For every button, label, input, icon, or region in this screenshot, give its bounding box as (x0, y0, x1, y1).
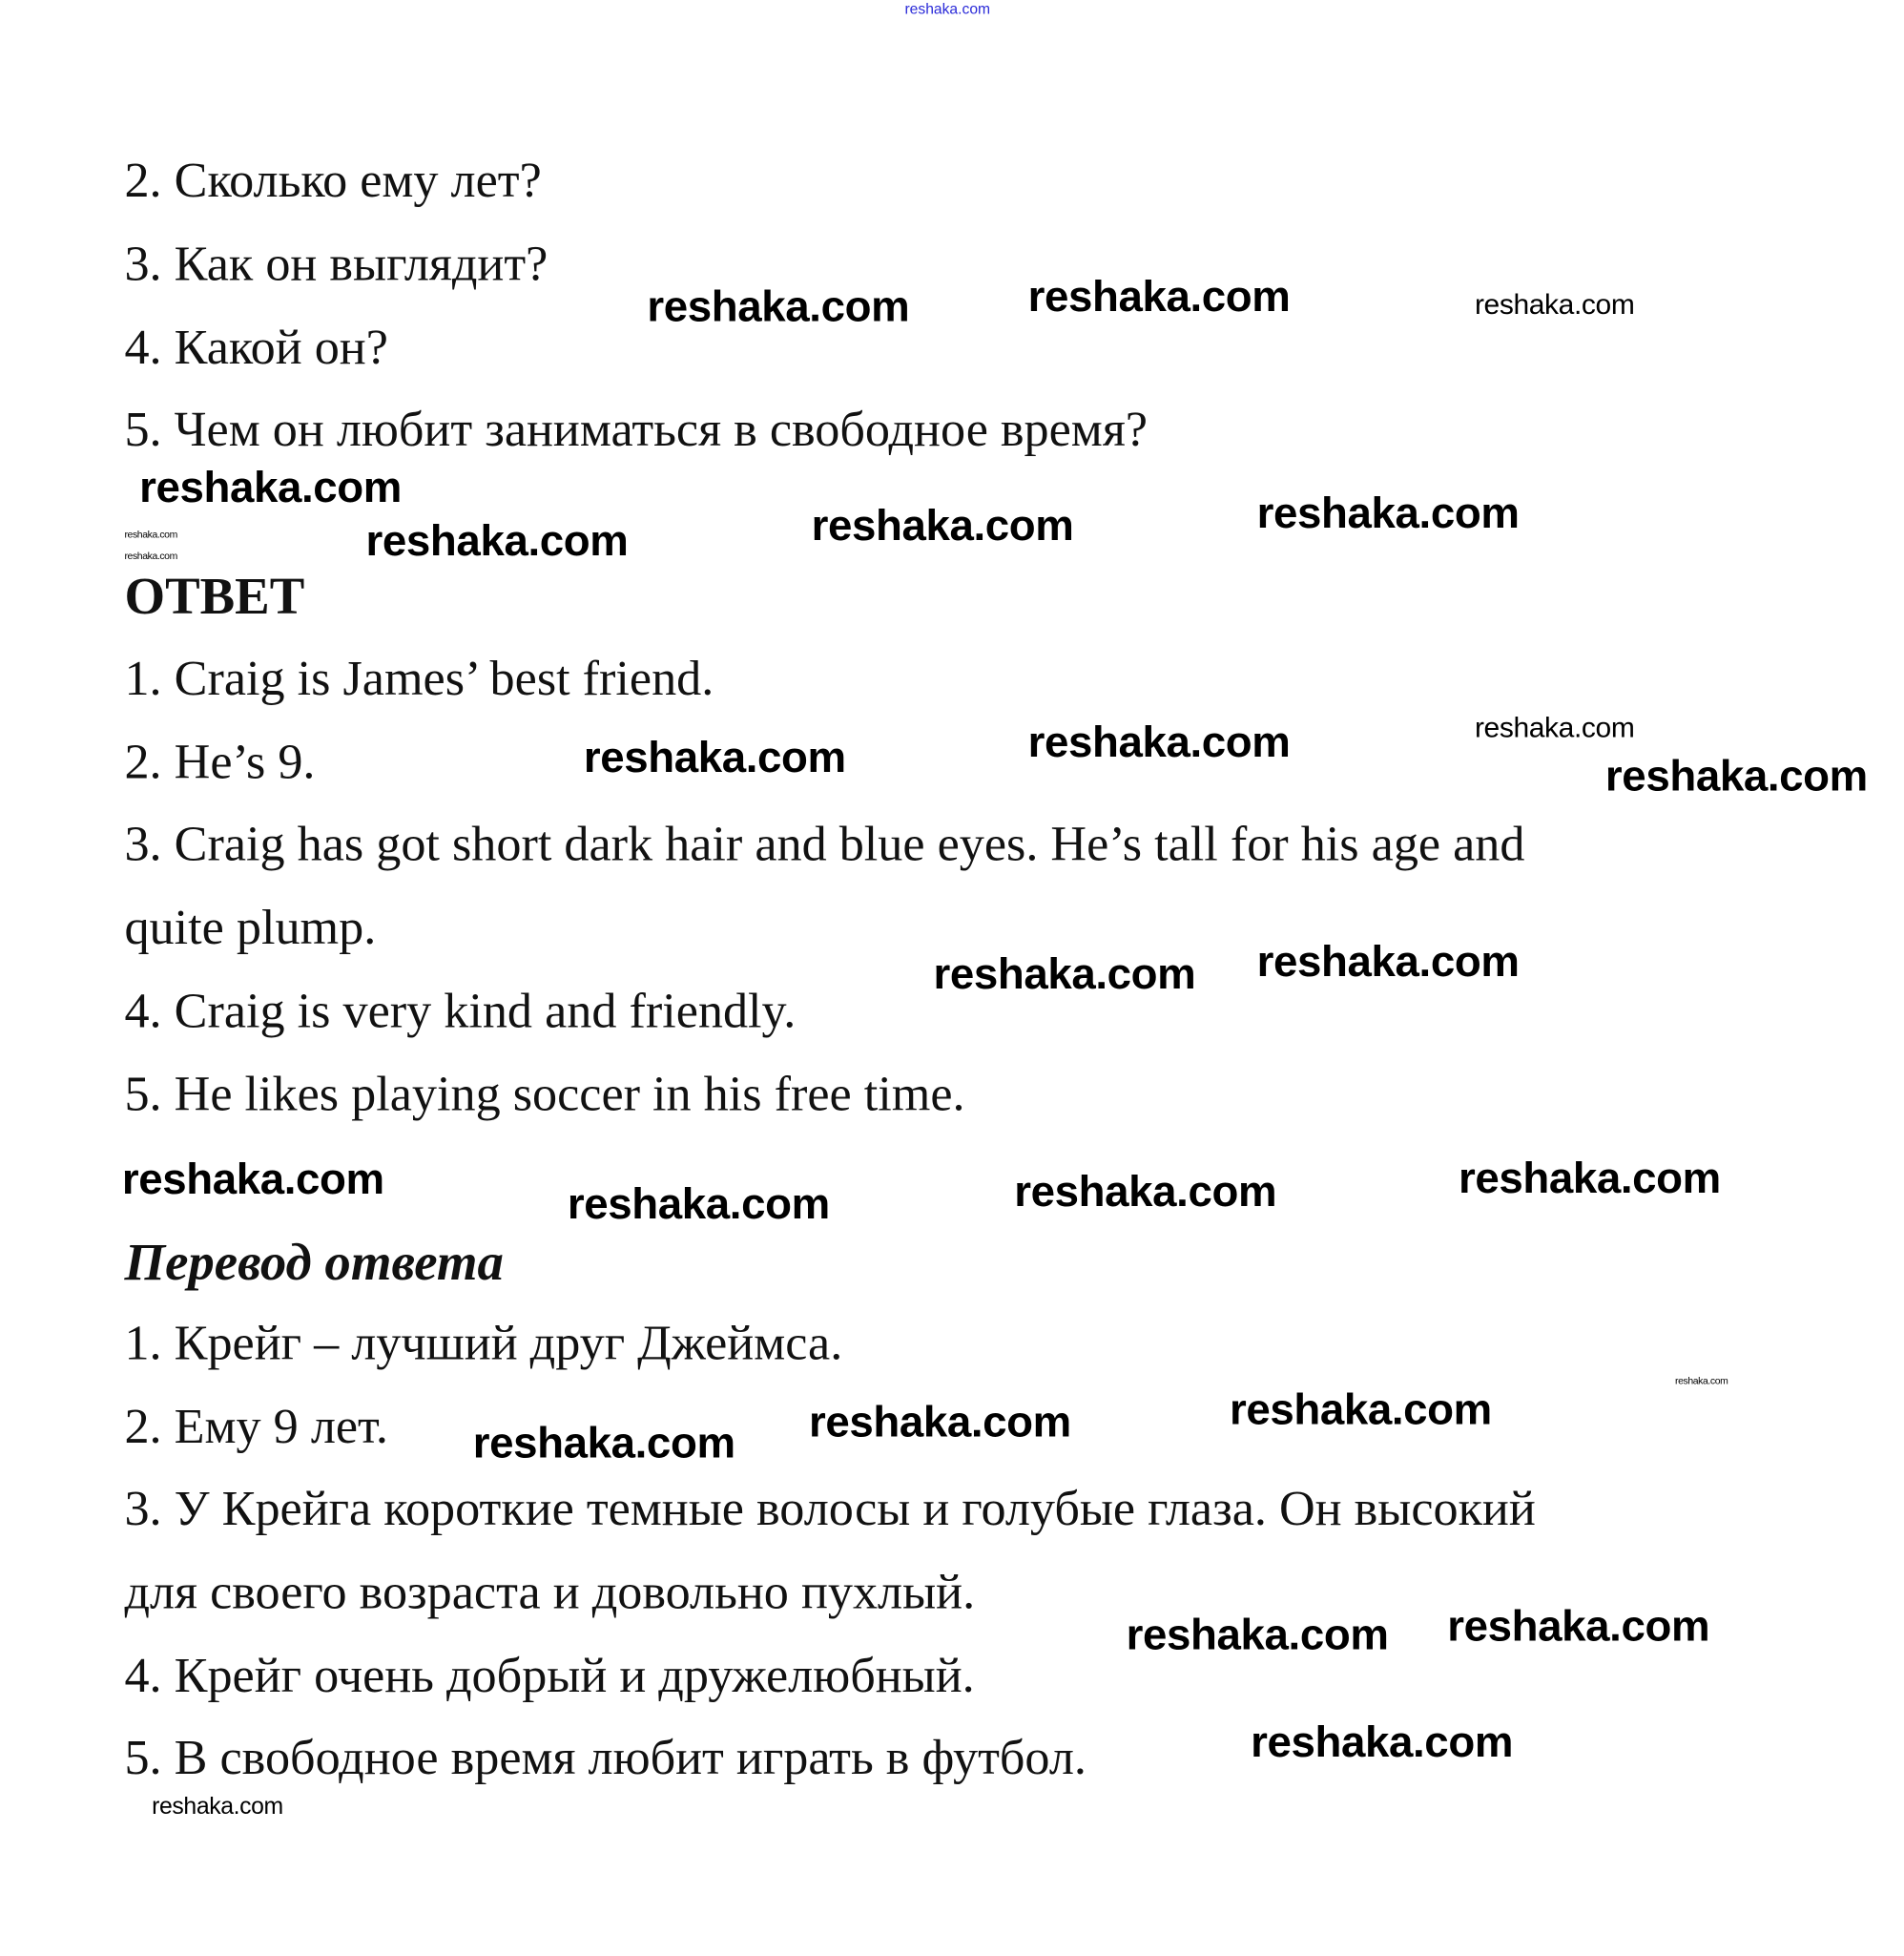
watermark: reshaka.com (1474, 287, 1635, 321)
answer-1: 1. Craig is James’ best friend. (124, 650, 714, 706)
watermark: reshaka.com (1604, 751, 1868, 801)
translation-heading: Перевод ответа (124, 1235, 504, 1293)
watermark: reshaka.com (121, 1155, 384, 1204)
answer-3-continued: quite plump. (124, 898, 377, 955)
watermark: reshaka.com (1256, 489, 1520, 538)
watermark: reshaka.com (1256, 937, 1520, 987)
answer-5: 5. He likes playing soccer in his free time. (124, 1065, 965, 1122)
question-3: 3. Как он выглядит? (124, 235, 548, 292)
watermark: reshaka.com (1447, 1602, 1710, 1651)
watermark: reshaka.com (1126, 1611, 1389, 1660)
watermark: reshaka.com (1027, 718, 1291, 767)
question-2: 2. Сколько ему лет? (124, 152, 542, 208)
watermark: reshaka.com (811, 501, 1074, 551)
answer-2: 2. He’s 9. (124, 733, 316, 790)
question-5: 5. Чем он любит заниматься в свободное время? (124, 401, 1148, 457)
answer-4: 4. Craig is very kind and friendly. (124, 982, 797, 1039)
watermark: reshaka.com (1458, 1154, 1721, 1203)
watermark: reshaka.com (1027, 272, 1291, 322)
watermark: reshaka.com (365, 516, 629, 566)
watermark: reshaka.com (152, 1793, 283, 1821)
translation-4: 4. Крейг очень добрый и дружелюбный. (124, 1646, 975, 1703)
watermark: reshaka.com (1674, 1375, 1728, 1387)
watermark: reshaka.com (124, 529, 177, 541)
answer-3: 3. Craig has got short dark hair and blue eyes. He’s tall for his age and (124, 815, 1525, 872)
watermark: reshaka.com (1229, 1385, 1492, 1434)
translation-3-continued: для своего возраста и довольно пухлый. (124, 1563, 976, 1620)
translation-5: 5. В свободное время любит играть в футбол. (124, 1729, 1087, 1785)
watermark: reshaka.com (1251, 1717, 1514, 1767)
translation-3: 3. У Крейга короткие темные волосы и голубые глаза. Он высокий (124, 1480, 1536, 1536)
watermark: reshaka.com (139, 463, 403, 512)
watermark: reshaka.com (567, 1179, 830, 1229)
answer-heading: ОТВЕТ (124, 569, 305, 627)
watermark: reshaka.com (1014, 1167, 1277, 1217)
watermark: reshaka.com (583, 733, 846, 782)
translation-1: 1. Крейг – лучший друг Джеймса. (124, 1314, 843, 1371)
question-4: 4. Какой он? (124, 318, 388, 375)
watermark: reshaka.com (933, 949, 1196, 999)
translation-2: 2. Ему 9 лет. (124, 1398, 388, 1454)
watermark: reshaka.com (647, 282, 910, 332)
header-watermark: reshaka.com (904, 0, 991, 18)
watermark: reshaka.com (472, 1419, 735, 1468)
watermark: reshaka.com (124, 550, 177, 562)
watermark: reshaka.com (808, 1398, 1071, 1446)
watermark: reshaka.com (1474, 710, 1635, 743)
